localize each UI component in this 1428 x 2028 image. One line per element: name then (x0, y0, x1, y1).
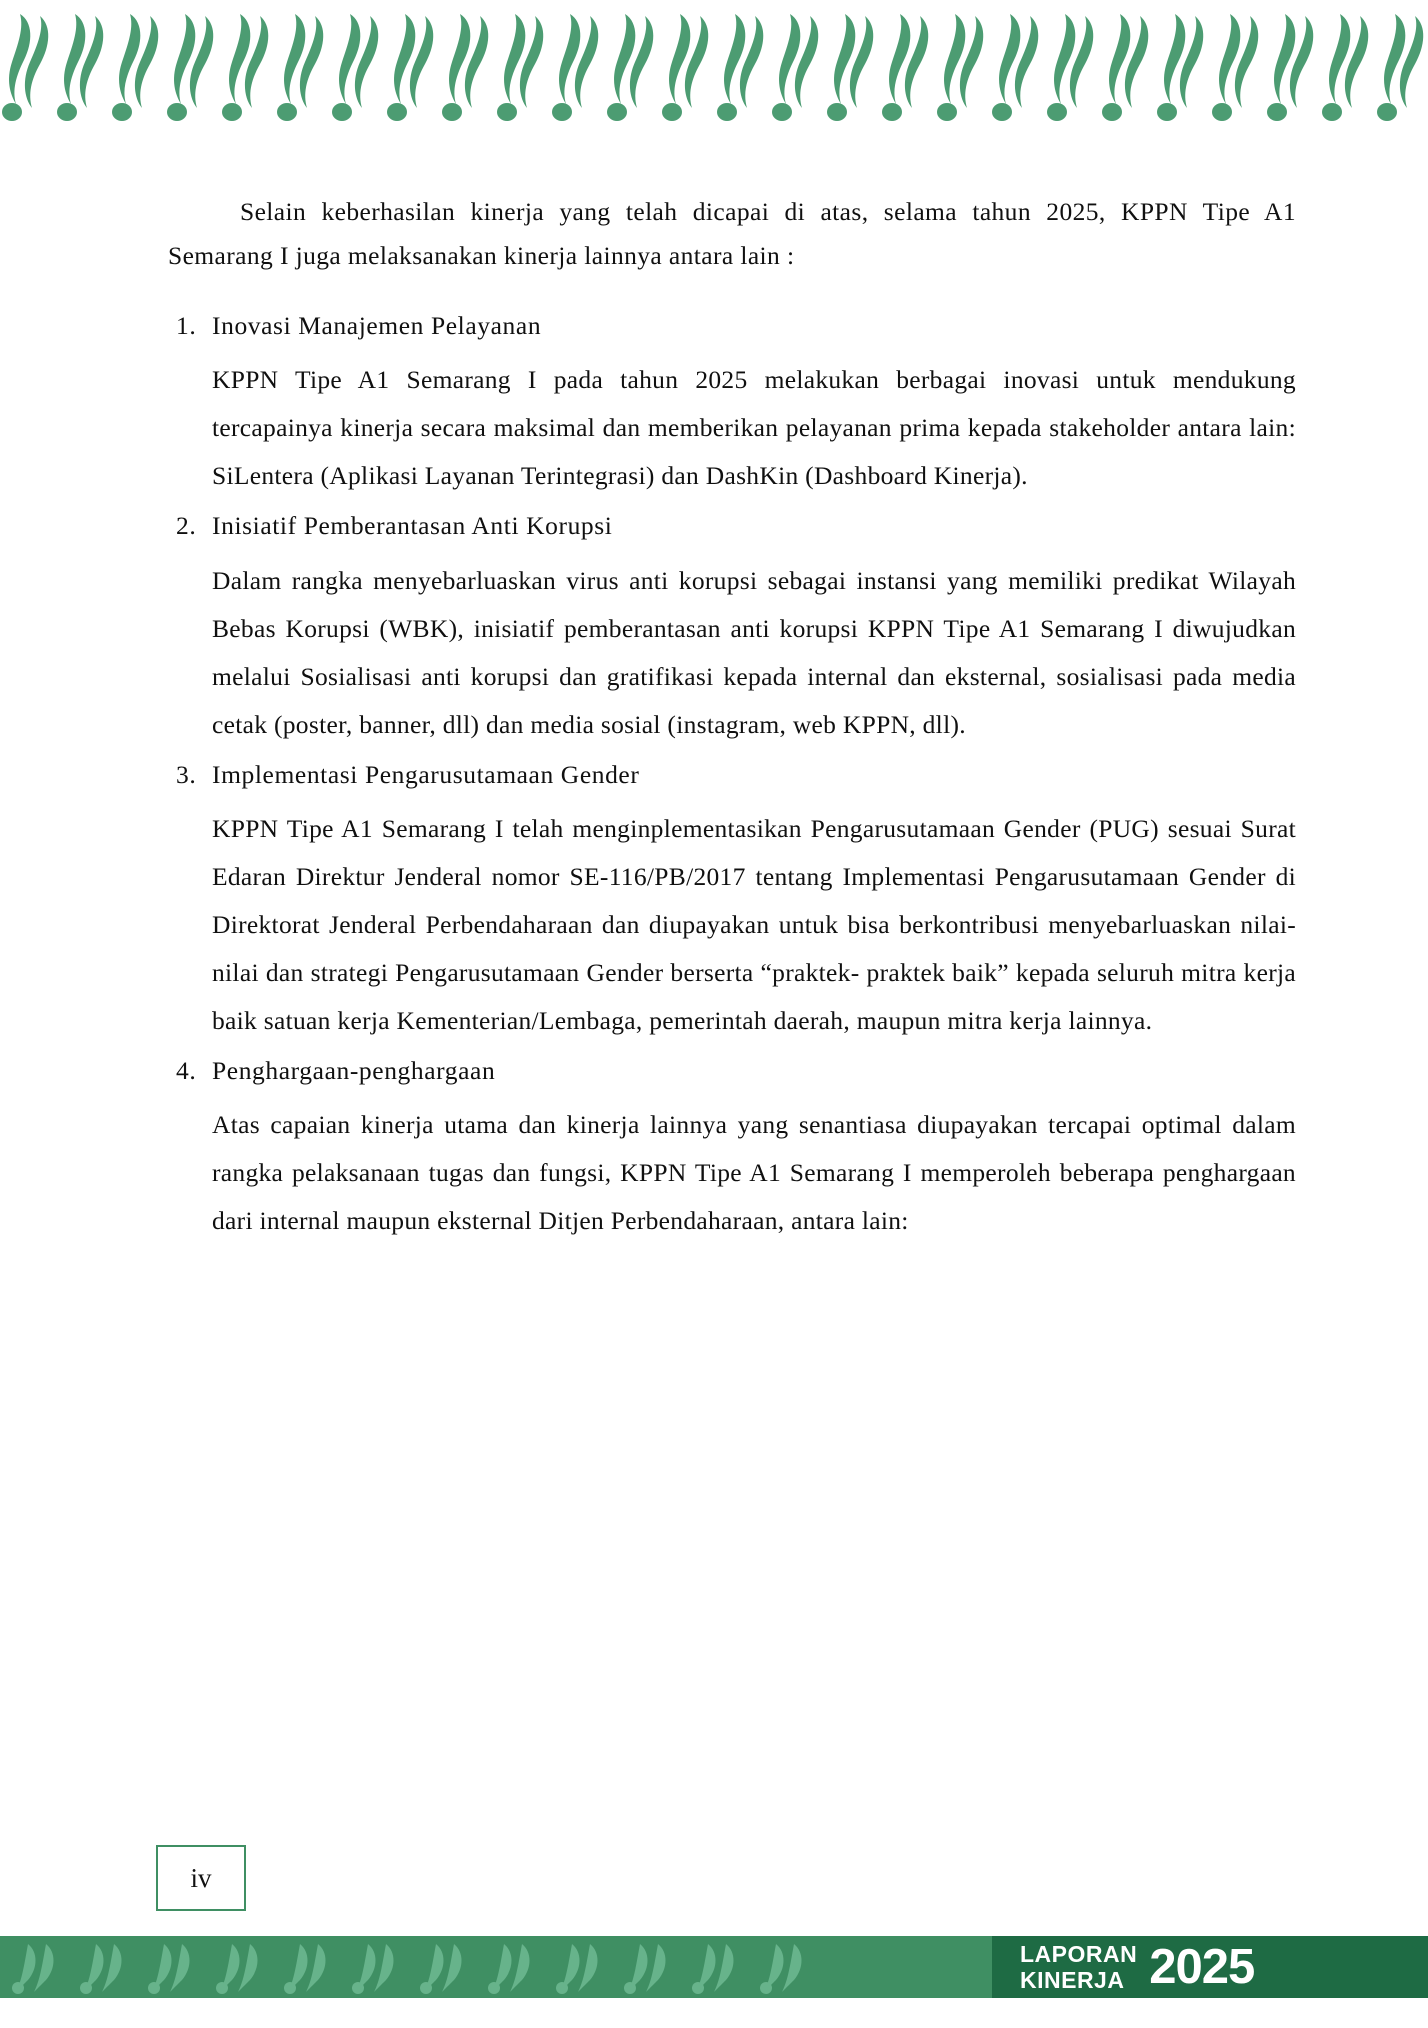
footer-logo-line1: LAPORAN (1020, 1940, 1138, 1967)
footer-white-strip (0, 1998, 1428, 2028)
list-item-title: Inovasi Manajemen Pelayanan (212, 310, 542, 340)
list-item-heading (168, 753, 1296, 798)
list-item-heading (168, 504, 1296, 549)
list-item-title: Inisiatif Pemberantasan Anti Korupsi (212, 511, 613, 541)
page-number: iv (156, 1845, 246, 1911)
list-item (168, 1049, 1296, 1245)
list-item-body: KPPN Tipe A1 Semarang I pada tahun 2025 melakukan berbagai inovasi untuk mendukung tercapainya kinerja secara maksimal dan memberikan pelayanan prima kepada stakeholder antara lain: SiLentera (Aplikasi Layanan Terintegrasi) dan DashKin (Dashboard Kinerja). (212, 365, 1296, 491)
list-item-number: 2. (176, 511, 197, 541)
list-item-body: Dalam rangka menyebarluaskan virus anti korupsi sebagai instansi yang memiliki predikat Wilayah Bebas Korupsi (WBK), inisiatif pemberantasan anti korupsi KPPN Tipe A1 Semarang I diwujudkan melalui Sosialisasi anti korupsi dan gratifikasi kepada internal dan eksternal, sosialisasi pada media cetak (poster, banner, dll) dan media sosial (instagram, web KPPN, dll). (212, 565, 1296, 739)
footer-year: 2025 (1149, 1940, 1255, 1994)
list-item (168, 304, 1296, 500)
list-item-heading (168, 1049, 1296, 1094)
header-decorative-band (0, 0, 1428, 142)
list-item (168, 504, 1296, 748)
footer-logo-line2: KINERJA (1020, 1966, 1125, 1993)
list-item-number: 1. (176, 310, 197, 340)
list-item-title: Penghargaan-penghargaan (212, 1055, 496, 1085)
list-item-body: Atas capaian kinerja utama dan kinerja lainnya yang senantiasa diupayakan tercapai optimal dalam rangka pelaksanaan tugas dan fungsi, KPPN Tipe A1 Semarang I memperoleh beberapa penghargaan dari internal maupun eksternal Ditjen Perbendaharaan, antara lain: (212, 1110, 1296, 1236)
intro-paragraph (168, 190, 1296, 278)
list-item-heading (168, 304, 1296, 349)
intro-paragraph-text: Selain keberhasilan kinerja yang telah dicapai di atas, selama tahun 2025, KPPN Tipe A1 Semarang I juga melaksanakan kinerja lainnya antara lain : (168, 197, 1296, 270)
page-content (168, 190, 1296, 1249)
footer-logo-block (992, 1936, 1428, 1998)
list-item-body: KPPN Tipe A1 Semarang I telah menginplementasikan Pengarusutamaan Gender (PUG) sesuai Surat Edaran Direktur Jenderal nomor SE-116/PB/2017 tentang Implementasi Pengarusutamaan Gender di Direktorat Jenderal Perbendaharaan dan diupayakan untuk bisa berkontribusi menyebarluaskan nilai-nilai dan strategi Pengarusutamaan Gender berserta “praktek- praktek baik” kepada seluruh mitra kerja baik satuan kerja Kementerian/Lembaga, pemerintah daerah, maupun mitra kerja lainnya. (212, 814, 1296, 1035)
list-item-number: 3. (176, 759, 197, 789)
list-item-number: 4. (176, 1055, 197, 1085)
page-footer (0, 1910, 1428, 2028)
list-item-title: Implementasi Pengarusutamaan Gender (212, 759, 640, 789)
footer-logo-text (1020, 1940, 1138, 1993)
list-item (168, 753, 1296, 1045)
header-pattern-icon (0, 0, 1428, 142)
numbered-list (168, 304, 1296, 1246)
